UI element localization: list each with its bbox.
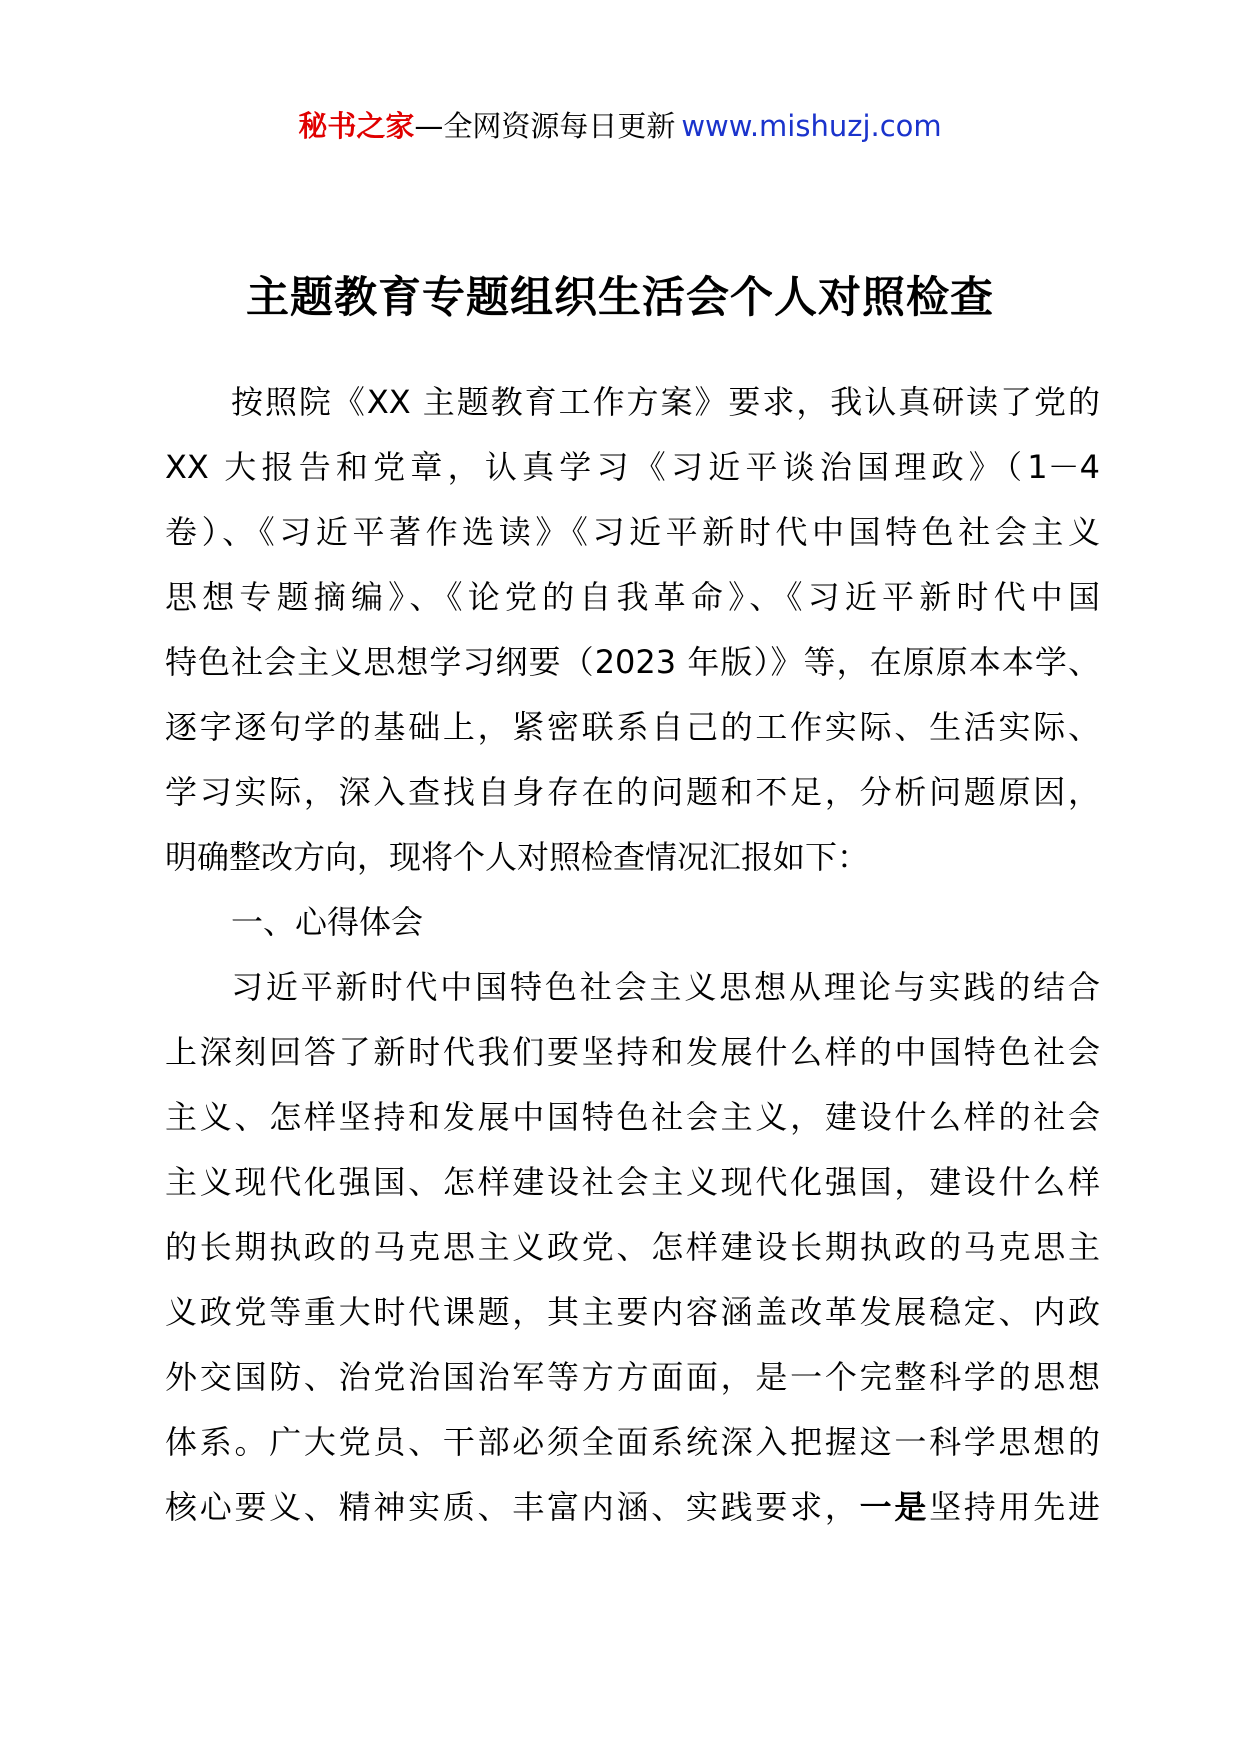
- paragraph-line-last: [165, 1475, 1100, 1540]
- document-title: 主题教育专题组织生活会个人对照检查: [246, 273, 994, 323]
- paragraph-line: 卷）、《习近平著作选读》《习近平新时代中国特色社会主义: [165, 513, 1100, 551]
- paragraph-line: 学习实际，深入查找自身存在的问题和不足，分析问题原因，: [165, 773, 1100, 811]
- site-header: [0, 104, 1240, 148]
- line-text: 坚持用先进: [929, 1488, 1100, 1526]
- section-heading: 一、心得体会: [231, 903, 424, 941]
- paragraph-line: XX 大报告和党章，认真学习《习近平谈治国理政》（1－4: [165, 448, 1100, 486]
- paragraph-line: 特色社会主义思想学习纲要（2023 年版）》等，在原原本本学、: [165, 643, 1100, 681]
- paragraph-line: 主义现代化强国、怎样建设社会主义现代化强国，建设什么样: [165, 1163, 1100, 1201]
- paragraph-line: 主义、怎样坚持和发展中国特色社会主义，建设什么样的社会: [165, 1098, 1100, 1136]
- paragraph-line: 体系。广大党员、干部必须全面系统深入把握这一科学思想的: [165, 1423, 1100, 1461]
- paragraph-line: 义政党等重大时代课题，其主要内容涵盖改革发展稳定、内政: [165, 1293, 1100, 1331]
- paragraph-line: 按照院《XX 主题教育工作方案》要求，我认真研读了党的: [231, 383, 1100, 421]
- paragraph-line: 习近平新时代中国特色社会主义思想从理论与实践的结合: [231, 968, 1100, 1006]
- brand-name: 秘书之家: [298, 109, 415, 143]
- paragraph-line: 逐字逐句学的基础上，紧密联系自己的工作实际、生活实际、: [165, 708, 1100, 746]
- paragraph-line: 的长期执政的马克思主义政党、怎样建设长期执政的马克思主: [165, 1228, 1100, 1266]
- paragraph-line: 外交国防、治党治国治军等方方面面，是一个完整科学的思想: [165, 1358, 1100, 1396]
- paragraph-line: 上深刻回答了新时代我们要坚持和发展什么样的中国特色社会: [165, 1033, 1100, 1071]
- line-text: 核心要义、精神实质、丰富内涵、实践要求，: [165, 1488, 860, 1526]
- document-body: [165, 370, 1100, 1540]
- site-url[interactable]: www.mishuzj.com: [681, 109, 942, 143]
- paragraph-line: 思想专题摘编》、《论党的自我革命》、《习近平新时代中国: [165, 578, 1100, 616]
- emphasis-text: 一是: [859, 1488, 930, 1526]
- paragraph-line: 明确整改方向，现将个人对照检查情况汇报如下：: [165, 838, 870, 876]
- header-tagline: —全网资源每日更新: [414, 109, 676, 143]
